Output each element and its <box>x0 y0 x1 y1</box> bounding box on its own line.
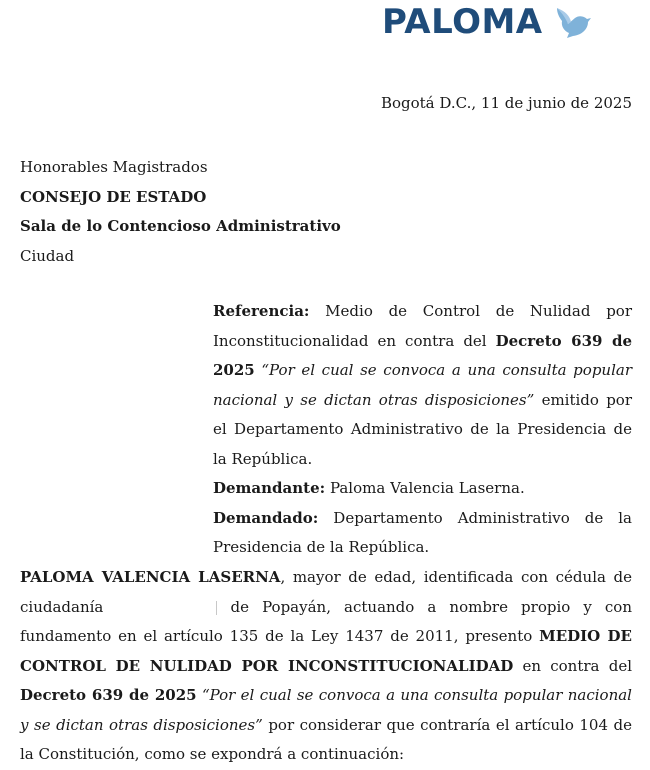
action-name: MEDIO DE CONTROL DE NULIDAD POR INCONSTITUCIONALIDAD <box>20 627 632 675</box>
decree-title: “Por el cual se convoca a una consulta popular nacional y se dictan otras disposiciones” <box>213 361 632 409</box>
plaintiff-label: Demandante: <box>213 479 326 497</box>
letter-date: Bogotá D.C., 11 de junio de 2025 <box>380 94 632 112</box>
plaintiff-name: Paloma Valencia Laserna. <box>325 479 525 497</box>
dove-icon <box>553 4 593 40</box>
body-paragraph <box>20 563 632 770</box>
plaintiff-line <box>213 474 632 504</box>
body-decree-name: Decreto 639 de 2025 <box>20 686 197 704</box>
logo-text: PALOMA <box>382 2 543 42</box>
reference-paragraph <box>213 297 632 474</box>
addressee-city: Ciudad <box>20 246 75 265</box>
body-text-3: en contra del <box>513 656 632 675</box>
reference-block <box>213 297 632 563</box>
redacted-id <box>116 601 217 615</box>
body-text-4: por considerar que contraría el artículo 104 de la Constitución, como se expondrá a continuación: <box>20 715 633 763</box>
addressee-block <box>20 153 341 271</box>
addressee-line: Honorables Magistrados <box>20 158 208 176</box>
body-decree-title: “Por el cual se convoca a una consulta popular nacional y se dictan otras disposiciones” <box>20 686 632 734</box>
decree-name: Decreto 639 de 2025 <box>213 331 632 379</box>
defendant-line <box>213 504 632 563</box>
reference-text: Medio de Control de Nulidad por Inconstitucionalidad en contra del <box>213 302 632 350</box>
defendant-label: Demandado: <box>213 508 319 527</box>
claimant-name: PALOMA VALENCIA LASERNA <box>20 568 281 586</box>
body-text-2: de Popayán, actuando a nombre propio y con fundamento en el artículo 135 de la Ley 1437 de 2011, presento <box>20 597 633 645</box>
addressee-chamber: Sala de lo Contencioso Administrativo <box>20 217 341 235</box>
addressee-court: CONSEJO DE ESTADO <box>20 187 207 206</box>
logo <box>382 2 593 42</box>
reference-text-2: emitido por el Departamento Administrativo de la Presidencia de la República. <box>213 390 632 468</box>
body-text-1: , mayor de edad, identificada con cédula de ciudadanía <box>20 568 633 616</box>
body-text <box>20 563 632 770</box>
defendant-name: Departamento Administrativo de la Presidencia de la República. <box>213 508 632 556</box>
reference-label: Referencia: <box>213 302 310 320</box>
